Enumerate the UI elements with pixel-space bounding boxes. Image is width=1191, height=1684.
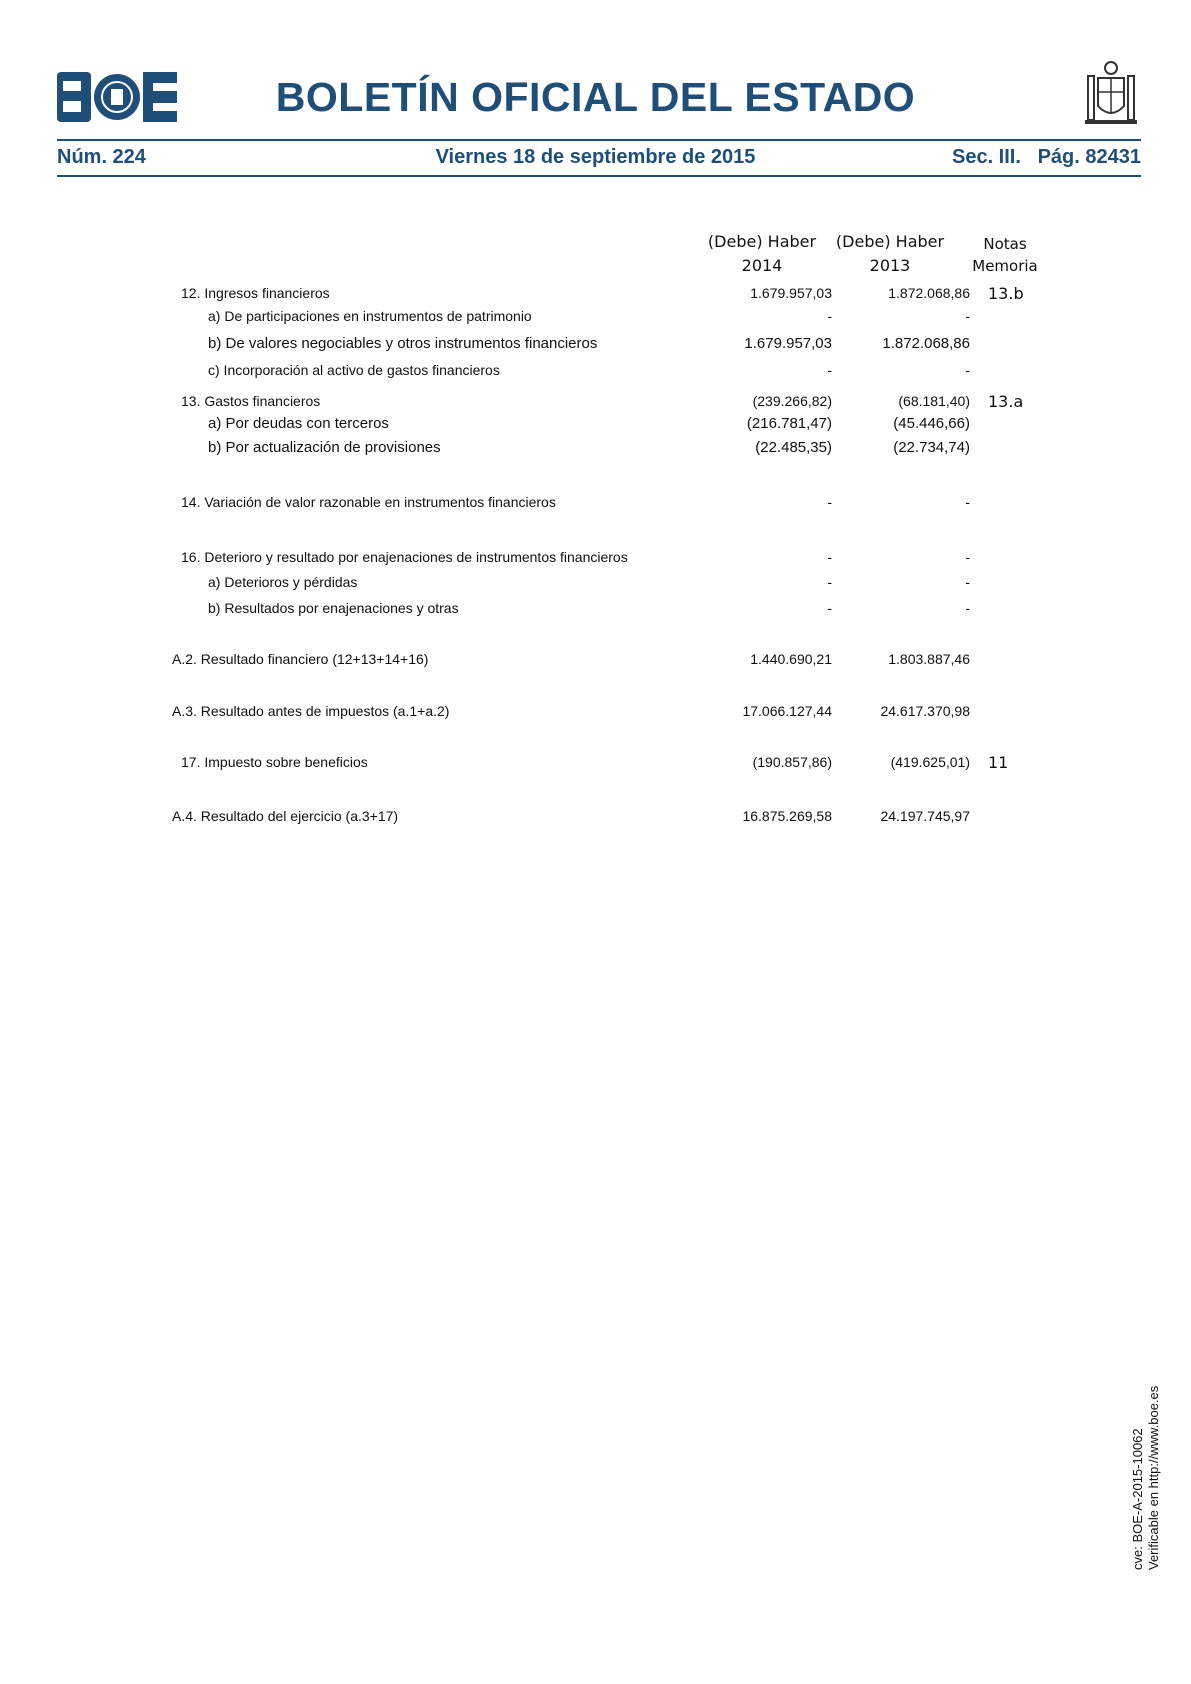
row-label: a) De participaciones en instrumentos de patrimonio [208,308,532,324]
column-header-2013: (Debe) Haber 2013 [835,232,945,275]
table-row [0,651,1191,673]
value-2014: 1.679.957,03 [744,335,832,352]
value-2013: (68.181,40) [898,393,970,409]
value-2014: - [827,308,832,324]
table-row [0,335,1191,357]
value-2014: 16.875.269,58 [742,808,832,824]
value-2014: - [827,549,832,565]
verification-note [1130,1386,1162,1570]
note-ref: 13.a [988,392,1024,411]
value-2014: - [827,600,832,616]
table-row [0,703,1191,725]
table-row [0,362,1191,384]
value-2013: - [965,549,970,565]
value-2014: (190.857,86) [752,754,832,770]
coat-of-arms-icon [1080,60,1142,128]
value-2014: (216.781,47) [746,415,832,432]
value-2013: 24.197.745,97 [880,808,970,824]
table-row [0,393,1191,415]
table-row [0,308,1191,330]
row-label: b) Resultados por enajenaciones y otras [208,600,459,616]
row-label: b) De valores negociables y otros instrumentos financieros [208,335,598,352]
value-2014: (22.485,35) [755,439,832,456]
table-row [0,600,1191,622]
note-ref: 11 [988,753,1009,772]
page-title: BOLETÍN OFICIAL DEL ESTADO [275,74,916,120]
row-label: c) Incorporación al activo de gastos financieros [208,362,500,378]
value-2013: (45.446,66) [893,415,970,432]
value-2013: 1.872.068,86 [882,335,970,352]
value-2013: (22.734,74) [893,439,970,456]
row-label: a) Por deudas con terceros [208,415,389,432]
value-2013: - [965,600,970,616]
value-2013: 24.617.370,98 [880,703,970,719]
cve-code: cve: BOE-A-2015-10062 [1130,1428,1145,1570]
value-2014: (239.266,82) [752,393,832,409]
value-2013: - [965,308,970,324]
row-label: b) Por actualización de provisiones [208,439,441,456]
row-label: 13. Gastos financieros [181,393,321,409]
row-label: 12. Ingresos financieros [181,285,330,301]
header-rule-top [57,139,1141,141]
row-label: 14. Variación de valor razonable en instrumentos financieros [181,494,556,510]
header-rule-bottom [57,175,1141,177]
table-row [0,285,1191,307]
table-row [0,808,1191,830]
note-ref: 13.b [988,284,1024,303]
row-label: 16. Deterioro y resultado por enajenaciones de instrumentos financieros [181,549,628,565]
table-row [0,439,1191,461]
column-header-notes: Notas Memoria [972,235,1038,275]
value-2014: 1.440.690,21 [750,651,832,667]
table-row [0,754,1191,776]
value-2014: 17.066.127,44 [742,703,832,719]
row-label: A.3. Resultado antes de impuestos (a.1+a.2) [172,703,450,719]
value-2013: - [965,574,970,590]
row-label: a) Deterioros y pérdidas [208,574,358,590]
section-page: Sec. III. Pág. 82431 [951,146,1141,168]
value-2014: - [827,362,832,378]
table-row [0,494,1191,516]
value-2013: (419.625,01) [890,754,970,770]
value-2014: - [827,494,832,510]
row-label: A.4. Resultado del ejercicio (a.3+17) [172,808,399,824]
row-label: 17. Impuesto sobre beneficios [181,754,368,770]
table-row [0,574,1191,596]
issue-number: Núm. 224 [57,146,146,168]
column-header-2014: (Debe) Haber 2014 [707,232,817,275]
value-2014: - [827,574,832,590]
issue-date: Viernes 18 de septiembre de 2015 [435,146,756,168]
verification-url: Verificable en http://www.boe.es [1146,1385,1161,1570]
value-2013: 1.872.068,86 [888,285,970,301]
table-row [0,549,1191,571]
value-2014: 1.679.957,03 [750,285,832,301]
value-2013: - [965,494,970,510]
row-label: A.2. Resultado financiero (12+13+14+16) [172,651,429,667]
value-2013: - [965,362,970,378]
table-row [0,415,1191,437]
value-2013: 1.803.887,46 [888,651,970,667]
